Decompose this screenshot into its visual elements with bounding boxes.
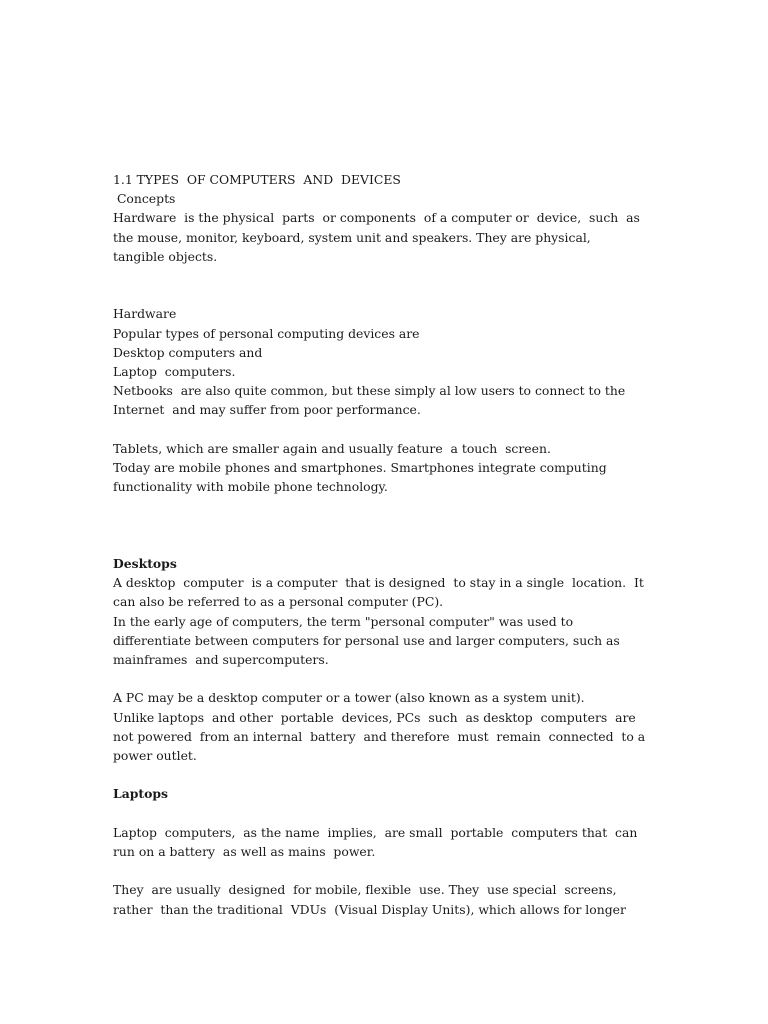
tablets-line: functionality with mobile phone technology. <box>113 479 388 495</box>
spacer <box>113 804 613 823</box>
spacer <box>113 266 613 285</box>
hardware-line: Popular types of personal computing devices are <box>113 325 420 341</box>
hardware-line: Laptop computers. <box>113 364 236 379</box>
desktops-line: can also be referred to as a personal computer (PC). <box>113 594 444 610</box>
spacer <box>113 765 613 784</box>
laptops-line: run on a battery as well as mains power. <box>113 843 376 859</box>
spacer <box>113 496 613 515</box>
section-heading: 1.1 TYPES OF COMPUTERS AND DEVICES <box>113 172 401 187</box>
hardware-line: Internet and may suffer from poor performance. <box>113 402 421 418</box>
intro-line: Hardware is the physical parts or components of a computer or device, such as <box>113 210 640 226</box>
hardware-line: Netbooks are also quite common, but these simply al low users to connect to the <box>113 383 626 399</box>
spacer <box>113 669 613 688</box>
laptops-title: Laptops <box>113 786 169 802</box>
spacer <box>113 535 613 554</box>
desktops-line: A PC may be a desktop computer or a tower (also known as a system unit). <box>113 690 585 706</box>
desktops-line: Unlike laptops and other portable devices, PCs such as desktop computers are <box>113 709 636 725</box>
laptops-line: Laptop computers, as the name implies, are small portable computers that can <box>113 824 638 840</box>
desktops-line: power outlet. <box>113 747 197 763</box>
spacer <box>113 861 613 880</box>
spacer <box>113 285 613 304</box>
document-page <box>113 170 646 919</box>
desktops-line: A desktop computer is a computer that is designed to stay in a single location. It <box>113 575 644 591</box>
intro-line: tangible objects. <box>113 248 218 264</box>
laptops-line: They are usually designed for mobile, flexible use. They use special screens, <box>113 882 617 898</box>
tablets-line: Tablets, which are smaller again and usually feature a touch screen. <box>113 440 551 456</box>
concepts-label: Concepts <box>113 191 176 207</box>
spacer <box>113 516 613 535</box>
desktops-line: not powered from an internal battery and therefore must remain connected to a <box>113 728 646 744</box>
hardware-line: Desktop computers and <box>113 344 263 360</box>
desktops-title: Desktops <box>113 555 177 571</box>
intro-line: the mouse, monitor, keyboard, system unit and speakers. They are physical, <box>113 229 591 245</box>
hardware-title: Hardware <box>113 306 177 322</box>
tablets-line: Today are mobile phones and smartphones. Smartphones integrate computing <box>113 460 607 475</box>
desktops-line: mainframes and supercomputers. <box>113 651 329 667</box>
desktops-line: differentiate between computers for personal use and larger computers, such as <box>113 632 620 648</box>
spacer <box>113 420 613 439</box>
desktops-line: In the early age of computers, the term "personal computer" was used to <box>113 613 574 629</box>
laptops-line: rather than the traditional VDUs (Visual Display Units), which allows for longer <box>113 901 626 917</box>
